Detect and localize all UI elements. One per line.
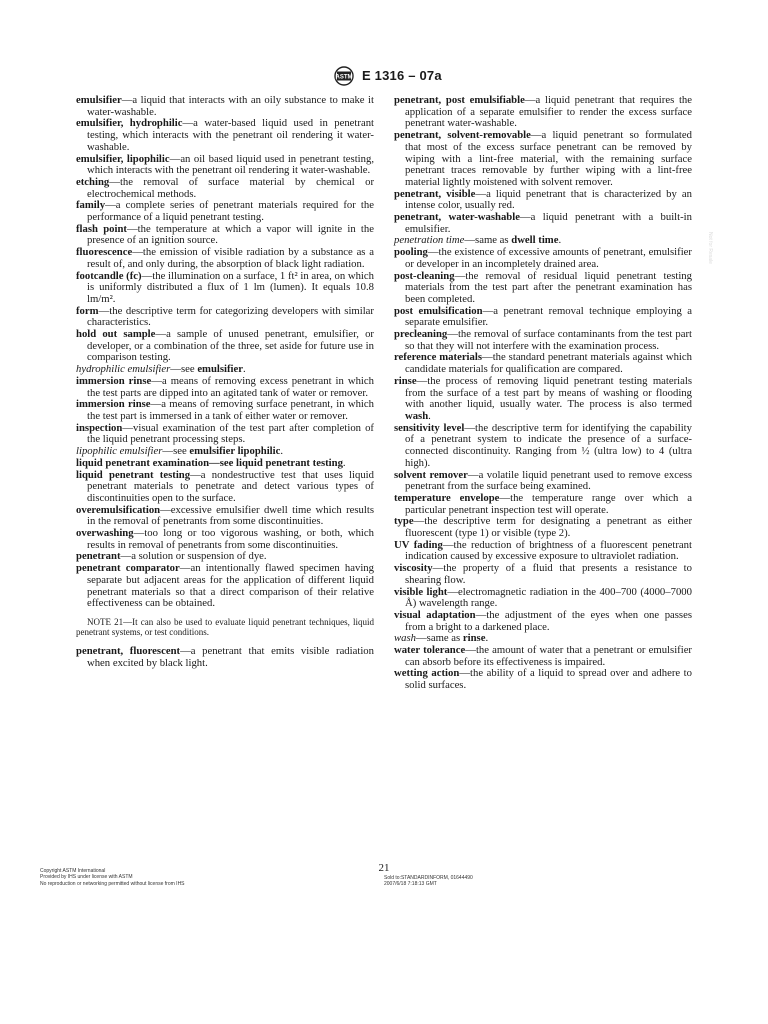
glossary-entry [76, 306, 374, 329]
glossary-term: fluorescence [76, 246, 133, 259]
cross-reference: rinse [462, 632, 486, 645]
glossary-term: hold out sample [76, 328, 156, 341]
glossary-entry [76, 329, 374, 364]
glossary-term: temperature envelope [394, 491, 500, 504]
glossary-dash: — [427, 246, 439, 259]
glossary-definition: the removal of residual liquid penetrant testing materials from the test part after the penetrant examination has been completed. [405, 269, 692, 305]
glossary-entry [394, 587, 692, 610]
glossary-entry [394, 645, 692, 668]
glossary-entry [394, 516, 692, 539]
glossary-definition: a liquid that interacts with an oily substance to make it water-washable. [87, 94, 374, 118]
glossary-definition: the descriptive term for identifying the capability of a penetrant system to indicate the presence of a surface-connected discontinuity. Ranging from ½ (ultra low) to 4 (ultra high). [405, 421, 692, 469]
glossary-dash: — [182, 117, 194, 130]
sale-line: Sold to:STANDARDINFORM, 01644490 [384, 875, 473, 881]
glossary-definition: a volatile liquid penetrant used to remove excess penetrant from the surface being examined. [405, 468, 693, 493]
glossary-term: penetrant, solvent-removable [394, 129, 531, 142]
glossary-dash: — [432, 562, 444, 575]
glossary-tail: . [558, 234, 562, 247]
glossary-entry [76, 376, 374, 399]
cross-reference: emulsifier [197, 363, 244, 376]
glossary-term: type [394, 515, 414, 528]
glossary-dash: — [482, 304, 494, 317]
glossary-term: etching [76, 175, 110, 188]
glossary-definition: a nondestructive test that uses liquid penetrant materials to penetrate and detect various types of discontinuities open to the surface. [87, 468, 374, 504]
glossary-entry [76, 470, 374, 505]
glossary-entry [394, 329, 692, 352]
glossary-entry [394, 423, 692, 470]
side-watermark: Not for Resale [707, 232, 713, 264]
glossary-dash: — [465, 644, 476, 657]
svg-text:ASTM: ASTM [335, 74, 353, 81]
glossary-entry [76, 563, 374, 610]
glossary-definition: a liquid penetrant that requires the application of a separate emulsifier to render the excess surface penetrant water-washable. [405, 94, 693, 130]
glossary-term: penetrant, fluorescent [76, 644, 181, 657]
glossary-dash: — [467, 468, 479, 481]
glossary-dash: — [464, 234, 476, 247]
glossary-dash: — [155, 328, 167, 341]
glossary-definition: a penetrant that emits visible radiation when excited by black light. [87, 644, 374, 669]
glossary-definition: electromagnetic radiation in the 400–700 (4000–7000 Å) wavelength range. [405, 585, 692, 610]
cross-reference: dwell time [511, 234, 559, 247]
glossary-entry [394, 668, 692, 691]
glossary-term: penetrant, post emulsifiable [394, 94, 525, 106]
glossary-term: penetration time [394, 234, 465, 247]
copyright-line: Provided by IHS under license with ASTM [40, 874, 133, 881]
glossary-dash: — [499, 491, 511, 504]
glossary-term: pooling [394, 246, 428, 259]
glossary-entry [394, 271, 692, 306]
glossary-dash: — [169, 152, 181, 165]
glossary-dash: — [447, 328, 458, 341]
glossary-dash: — [122, 421, 134, 434]
glossary-tail: . [280, 445, 284, 458]
glossary-term: emulsifier, hydrophilic [76, 117, 183, 130]
page-number: 21 [378, 862, 390, 874]
glossary-definition: see [219, 456, 237, 469]
glossary-definition: a means of removing excess penetrant in which the test parts are dipped into an agitated tank of water or remover. [87, 374, 374, 399]
glossary-entry [394, 493, 692, 516]
glossary-entry [394, 306, 692, 329]
glossary-dash: — [141, 269, 153, 282]
cross-reference: wash [405, 409, 429, 422]
glossary-entry [76, 95, 374, 118]
glossary-dash: — [170, 363, 181, 376]
glossary-dash: — [179, 562, 191, 575]
glossary-term: hydrophilic emulsifier [76, 363, 171, 376]
copyright-line: Copyright ASTM International [40, 868, 106, 874]
glossary-dash: — [464, 421, 475, 434]
glossary-definition: the existence of excessive amounts of penetrant, emulsifier or developer in an incompletely drained area. [405, 246, 692, 270]
glossary-term: penetrant comparator [76, 562, 180, 575]
glossary-term: visual adaptation [394, 608, 476, 621]
glossary-term: family [76, 199, 106, 212]
glossary-dash: — [454, 269, 466, 282]
glossary-definition: a liquid penetrant so formulated that most of the excess surface penetrant can be removed by wiping with a lint-free material, with the remaining surface penetrant traces removable by further wiping with a lint-free material lightly moistened with solvent remover. [405, 129, 692, 188]
right-column [394, 95, 692, 692]
glossary-entry [394, 610, 692, 633]
glossary-entry [394, 376, 692, 423]
glossary-entry [394, 130, 692, 189]
glossary-definition: the descriptive term for designating a penetrant as either fluorescent (type 1) or visible (type 2). [405, 515, 692, 540]
glossary-term: sensitivity level [394, 421, 465, 434]
copyright-notice [40, 868, 185, 887]
glossary-dash: — [120, 550, 132, 563]
glossary-entry [394, 95, 692, 130]
glossary-definition: see [173, 445, 190, 458]
glossary-tail: . [428, 409, 431, 422]
glossary-definition: an oil based liquid used in penetrant testing, which interacts with the penetrant oil rendering it water-washable. [87, 152, 374, 177]
glossary-dash: — [105, 199, 116, 212]
glossary-definition: a means of removing surface penetrant, in which the test part is immersed in a tank of either water or remover. [87, 398, 374, 422]
glossary-term: rinse [394, 374, 417, 387]
glossary-dash: — [416, 374, 428, 387]
glossary-term: immersion rinse [76, 374, 152, 387]
glossary-term: wash [394, 632, 416, 645]
glossary-definition: see [180, 363, 198, 376]
glossary-term: penetrant, water-washable [394, 211, 520, 224]
glossary-definition: the emission of visible radiation by a substance as a result of, and only during, the absorption of black light radiation. [87, 246, 374, 270]
glossary-definition: the temperature at which a vapor will ignite in the presence of an ignition source. [87, 222, 374, 247]
glossary-dash: — [482, 351, 493, 364]
glossary-definition: too long or too vigorous washing, or both, which results in removal of penetrants from some discontinuities. [87, 527, 374, 551]
glossary-entry [394, 247, 692, 270]
glossary-term: overwashing [76, 527, 134, 540]
glossary-definition: excessive emulsifier dwell time which results in the removal of penetrants from some discontinuities. [87, 503, 374, 528]
glossary-definition: a penetrant removal technique employing a separate emulsifier. [405, 304, 692, 329]
glossary-entry [394, 540, 692, 563]
glossary-entry [76, 200, 374, 223]
glossary-entry [394, 212, 692, 235]
glossary-term: footcandle (fc) [76, 269, 142, 282]
glossary-tail: . [342, 456, 346, 469]
glossary-term: lipophilic emulsifier [76, 445, 163, 458]
glossary-dash: — [475, 608, 487, 621]
glossary-definition: the removal of surface material by chemical or electrochemical methods. [87, 175, 374, 200]
glossary-definition: same as [475, 234, 512, 247]
glossary-entry [76, 247, 374, 270]
glossary-entry [76, 423, 374, 446]
cross-reference: liquid penetrant testing [236, 456, 343, 469]
glossary-definition: a solution or suspension of dye. [131, 550, 267, 563]
glossary-term: form [76, 304, 99, 317]
glossary-definition: a liquid penetrant that is characterized by an intense color, usually red. [405, 187, 693, 212]
glossary-term: immersion rinse [76, 398, 151, 411]
glossary-term: water tolerance [394, 644, 466, 657]
glossary-definition: the process of removing liquid penetrant testing materials from the surface of a test part by means of washing or flooding with another liquid, usually water. The process is also termed [405, 374, 692, 411]
glossary-definition: the standard penetrant materials against which candidate materials for qualification are compared. [405, 351, 692, 376]
glossary-term: emulsifier, lipophilic [76, 152, 170, 165]
glossary-dash: — [519, 211, 531, 224]
glossary-dash: — [133, 527, 145, 540]
glossary-dash: — [524, 94, 536, 106]
glossary-entry [76, 646, 374, 669]
glossary-entry [76, 154, 374, 177]
glossary-definition: the ability of a liquid to spread over and adhere to solid surfaces. [405, 667, 692, 692]
glossary-dash: — [98, 304, 110, 317]
glossary-dash: — [109, 175, 120, 188]
glossary-dash: — [121, 94, 133, 106]
glossary-tail: . [243, 363, 246, 376]
glossary-term: solvent remover [394, 468, 468, 481]
glossary-definition: the reduction of brightness of a fluorescent penetrant indication caused by excessive exposure to ultraviolet radiation. [405, 538, 692, 563]
glossary-dash: — [132, 246, 143, 259]
glossary-term: precleaning [394, 328, 448, 341]
glossary-entry [76, 224, 374, 247]
glossary-definition: the property of a fluid that presents a resistance to shearing flow. [405, 562, 692, 586]
glossary-dash: — [160, 503, 171, 516]
cross-reference: emulsifier lipophilic [189, 445, 281, 458]
copyright-line: No reproduction or networking permitted without license from IHS [40, 880, 185, 887]
glossary-dash: — [150, 398, 162, 411]
glossary-definition: a liquid penetrant with a built-in emulsifier. [405, 211, 692, 235]
glossary-term: viscosity [394, 562, 433, 575]
glossary-entry [394, 352, 692, 375]
glossary-term: visible light [394, 585, 448, 598]
glossary-dash: — [180, 644, 191, 657]
glossary-definition: a complete series of penetrant materials required for the performance of a liquid penetrant testing. [87, 199, 374, 224]
glossary-entry [76, 118, 374, 153]
glossary-tail: . [485, 632, 489, 645]
glossary-dash: — [151, 374, 162, 387]
astm-logo-icon [331, 66, 357, 86]
glossary-definition: same as [426, 632, 463, 645]
glossary-definition: the descriptive term for categorizing developers with similar characteristics. [87, 304, 374, 329]
document-id: E 1316 – 07a [362, 68, 442, 83]
glossary-entry [394, 189, 692, 212]
glossary-entry [76, 505, 374, 528]
left-column [76, 95, 374, 669]
glossary-dash: — [447, 585, 459, 598]
glossary-dash: — [459, 667, 470, 680]
glossary-entry [394, 563, 692, 586]
glossary-definition: a sample of unused penetrant, emulsifier, or developer, or a combination of the three, set aside for future use in comparison testing. [87, 328, 374, 364]
glossary-term: UV fading [394, 538, 443, 551]
glossary-term: liquid penetrant testing [76, 468, 191, 481]
glossary-dash: — [413, 515, 425, 528]
glossary-definition: a water-based liquid used in penetrant testing, which interacts with the penetrant oil rendering it water-washable. [87, 117, 375, 153]
glossary-entry [76, 271, 374, 306]
glossary-term: overemulsification [76, 503, 161, 516]
glossary-term: wetting action [394, 667, 460, 680]
glossary-definition: the illumination on a surface, 1 ft² in area, on which is uniformly distributed a flux of 1 lm (lumen). It equals 10.8 lm/m². [87, 269, 374, 305]
glossary-entry [394, 470, 692, 493]
glossary-definition: the removal of surface contaminants from the test part so that they will not interfere with the examination process. [405, 328, 692, 352]
glossary-term: penetrant, visible [394, 187, 476, 200]
glossary-definition: visual examination of the test part after completion of the liquid penetrant processing steps. [87, 421, 374, 446]
glossary-term: penetrant [76, 550, 121, 563]
glossary-dash: — [209, 456, 220, 469]
glossary-entry [76, 177, 374, 200]
glossary-term: inspection [76, 421, 123, 434]
glossary-term: post-cleaning [394, 269, 455, 282]
glossary-dash: — [126, 222, 138, 235]
sale-notice [384, 875, 473, 888]
glossary-definition: the amount of water that a penetrant or emulsifier can absorb before its effectiveness is impaired. [405, 644, 692, 668]
glossary-term: liquid penetrant examination [76, 456, 210, 469]
glossary-term: reference materials [394, 351, 482, 364]
note-21: NOTE 21—It can also be used to evaluate liquid penetrant techniques, liquid penetrant systems, or test conditions. [76, 616, 374, 638]
glossary-definition: an intentionally flawed specimen having separate but adjacent areas for the application of different liquid penetrant materials so that a direct comparison of their relative effectiveness can be obtained. [87, 562, 374, 610]
glossary-dash: — [415, 632, 427, 645]
glossary-term: emulsifier [76, 94, 122, 106]
glossary-definition: the temperature range over which a particular penetrant inspection test will operate. [405, 491, 692, 516]
page-header [0, 66, 768, 86]
glossary-dash: — [190, 468, 201, 481]
glossary-definition: the adjustment of the eyes when one passes from a bright to a darkened place. [405, 608, 692, 633]
sale-line: 2007/6/18 7:18:13 GMT [384, 881, 437, 888]
glossary-entry [76, 399, 374, 422]
glossary-dash: — [442, 538, 454, 551]
glossary-term: post emulsification [394, 304, 483, 317]
glossary-dash: — [475, 187, 487, 200]
glossary-term: flash point [76, 222, 127, 235]
glossary-entry [76, 528, 374, 551]
glossary-dash: — [530, 129, 542, 142]
glossary-dash: — [162, 445, 174, 458]
